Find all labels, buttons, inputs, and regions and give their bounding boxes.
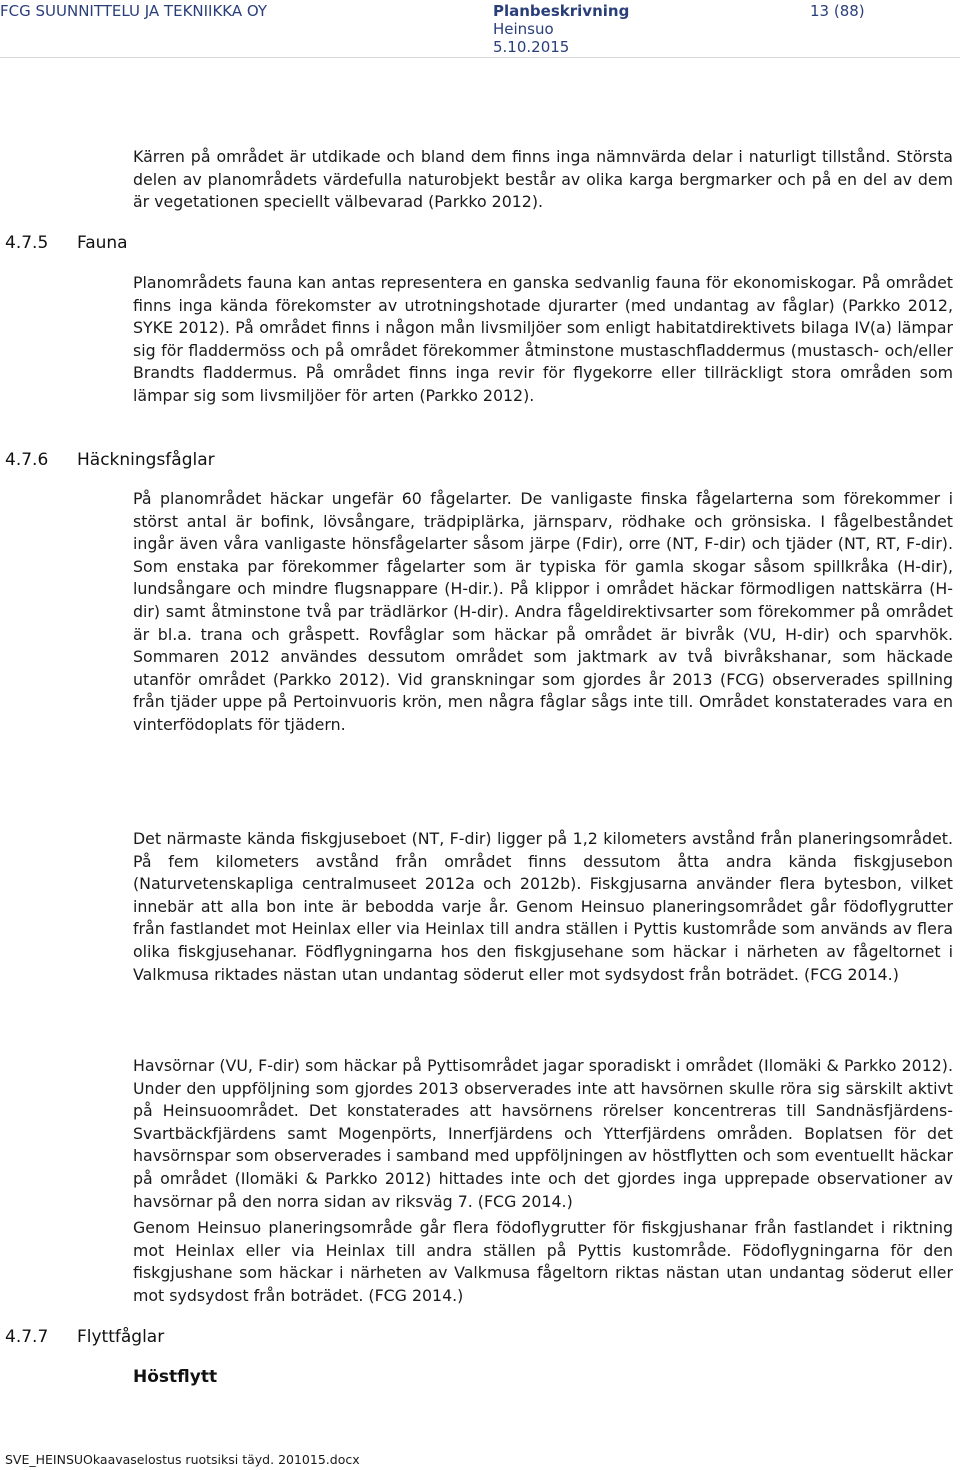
subheading-hostflytt: Höstflytt <box>133 1367 218 1387</box>
header-date: 5.10.2015 <box>493 38 570 56</box>
section-heading-hackningsfaglar <box>5 449 215 471</box>
paragraph-karren: Kärren på området är utdikade och bland dem finns inga nämnvärda delar i naturligt tillstånd. Största delen av planområdets värdefulla naturobjekt består av olika karga bergmarker och på en del av dem är vegetationen speciellt välbevarad (Parkko 2012). <box>133 147 953 212</box>
header-page-number: 13 (88) <box>810 2 865 20</box>
paragraph-fiskgjuse: Det närmaste kända fiskgjuseboet (NT, F-dir) ligger på 1,2 kilometers avstånd från planeringsområdet. På fem kilometers avstånd från området finns dessutom åtta andra kända fiskgjusebon (Naturvetenskapliga centralmuseet 2012a och 2012b). Fiskgjusarna använder flera bytesbon, vilket innebär att alla bon inte är bebodda varje år. Genom Heinsuo planeringsområdet går födoflygrutter från fastlandet mot Heinlax eller via Heinlax till andra ställen i Pyttis kustområde som används av flera olika fiskgjusehanar. Födflygningarna hos den fiskgjusehane som häckar i närheten av fågeltornet i Valkmusa riktades nästan utan undantag söderut eller mot sydsydost från boträdet. (FCG 2014.) <box>133 829 953 984</box>
section-number: 4.7.5 <box>5 233 49 253</box>
paragraph-fauna: Planområdets fauna kan antas representera en ganska sedvanlig fauna för ekonomiskogar. På området finns inga kända förekomster av utrotningshotade djurarter (med undantag av fåglar) (Parkko 2012, SYKE 2012). På området finns i någon mån livsmiljöer som enligt habitatdirektivets bilaga IV(a) lämpar sig för fladdermöss och på området förekommer åtminstone mustaschfladdermus (mustasch- och/eller Brandts fladdermus. På området finns inga revir för flygekorre eller tillräckligt stora områden som lämpar sig som livsmiljöer för arten (Parkko 2012). <box>133 273 953 405</box>
section-heading-fauna <box>5 232 128 254</box>
section-title: Häckningsfåglar <box>77 450 215 470</box>
header-company: FCG SUUNNITTELU JA TEKNIIKKA OY <box>0 2 268 20</box>
section-number: 4.7.6 <box>5 450 49 470</box>
paragraph-hackfaglar: På planområdet häckar ungefär 60 fågelarter. De vanligaste finska fågelarterna som förekommer i störst antal är bofink, lövsångare, trädpiplärka, järnsparv, rödhake och grönsiska. I fågelbeståndet ingår även våra vanligaste hönsfågelarter såsom järpe (Fdir), orre (NT, F-dir) och tjäder (NT, RT, F-dir). Som enstaka par förekommer fågelarter som är typiska för gamla skogar såsom spillkråka (H-dir), lundsångare och mindre flugsnappare (H-dir.). På klippor i området häckar förmodligen nattskärra (H-dir) samt åtminstone två par trädlärkor (H-dir). Andra fågeldirektivsarter som förekommer på området är bl.a. trana och gråspett. Rovfåglar som häckar på området är bivråk (VU, H-dir) och sparvhök. Sommaren 2012 användes dessutom området som jaktmark av två bivråkshanar, som häckade utanför området (Parkko 2012). Vid granskningar som gjordes år 2013 (FCG) observerades spillning från tjäder uppe på Pertoinvuoris krön, men några fåglar sågs inte till. Området konstaterades vara en vinterfödoplats för tjädern. <box>133 489 953 734</box>
section-title: Flyttfåglar <box>77 1327 165 1347</box>
section-heading-flyttfaglar <box>5 1326 164 1348</box>
header-divider <box>0 57 960 58</box>
header-location: Heinsuo <box>493 20 554 38</box>
header-doc-title: Planbeskrivning <box>493 2 630 20</box>
paragraph-fodoflyg: Genom Heinsuo planeringsområde går flera födoflygrutter för fiskgjushanar från fastlandet i riktning mot Heinlax eller via Heinlax till andra ställen på Pyttis kustområde. Födoflygningarna för den fiskgjushane som häckar i närheten av Valkmusa fågeltorn riktas nästan utan undantag söderut eller mot sydsydost från boträdet. (FCG 2014.) <box>133 1218 953 1305</box>
section-number: 4.7.7 <box>5 1327 49 1347</box>
header-center <box>493 2 629 56</box>
section-title: Fauna <box>77 233 128 253</box>
footer-filename: SVE_HEINSUOkaavaselostus ruotsiksi täyd. 201015.docx <box>5 1452 360 1467</box>
paragraph-havsorn: Havsörnar (VU, F-dir) som häckar på Pyttisområdet jagar sporadiskt i området (Ilomäki & Parkko 2012). Under den uppföljning som gjordes 2013 observerades inte att havsörnen skulle röra sig särskilt aktivt på Heinsuoområdet. Det konstaterades att havsörnens rörelser koncentreras till Sandnäsfjärdens-Svartbäckfjärdens samt Mogenpörts, Innerfjärdens och Ytterfjärdens områden. Boplatsen för det havsörnspar som observerades i samband med uppföljningen av höstflytten och som eventuellt häckar på området (Ilomäki & Parkko 2012) hittades inte och det gjordes inga upprepade observationer av havsörnar på den norra sidan av riksväg 7. (FCG 2014.) <box>133 1056 953 1211</box>
